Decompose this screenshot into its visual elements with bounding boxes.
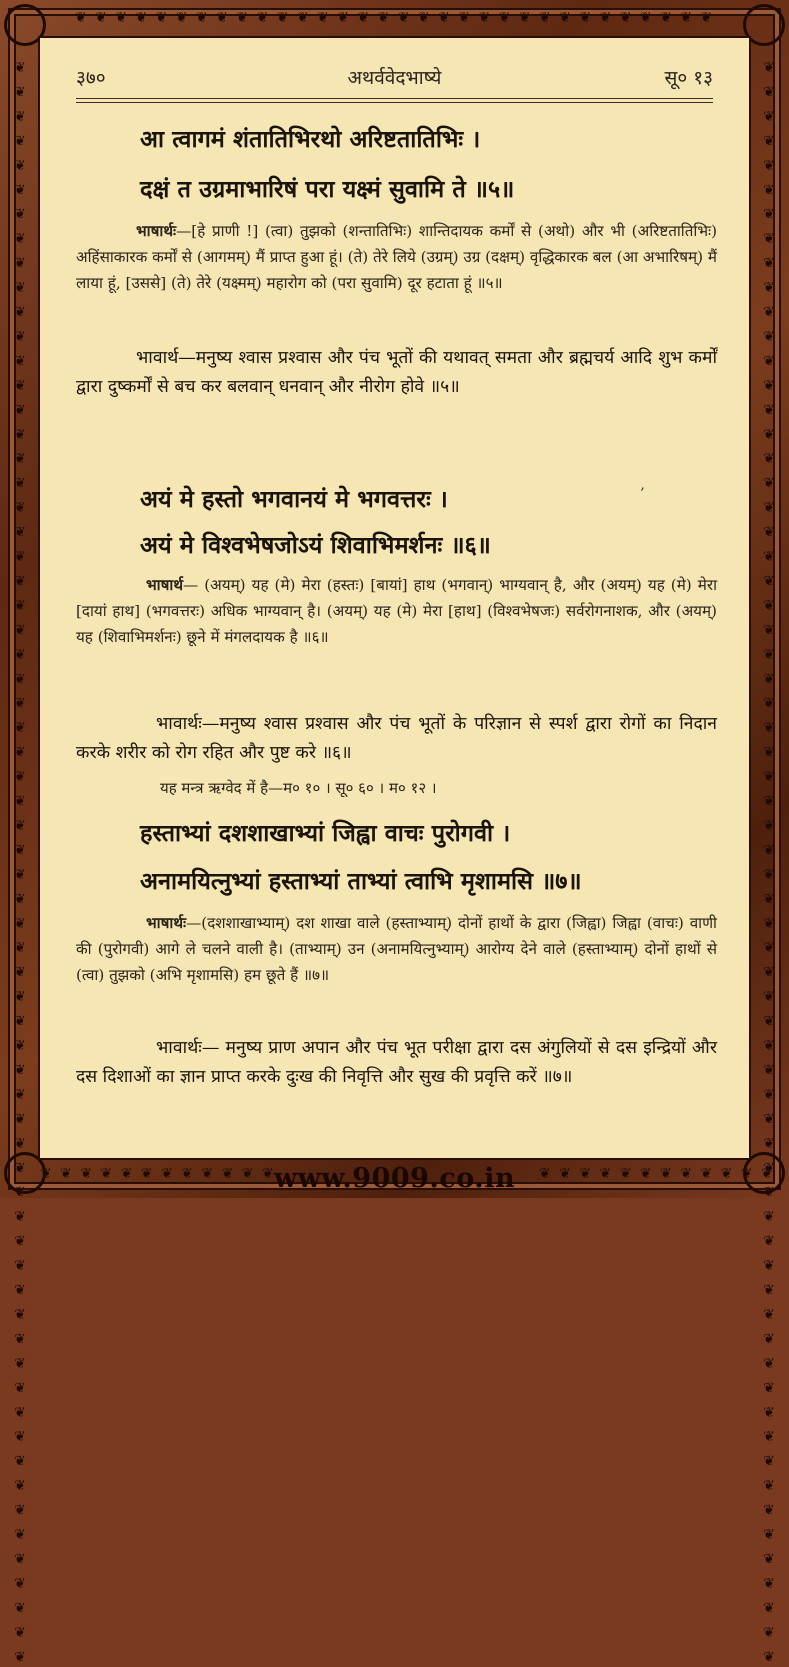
page-header <box>76 64 713 94</box>
bhashartha-label: भाषार्थः <box>146 914 187 932</box>
rigveda-reference: यह मन्त्र ऋग्वेद में है—म० १० । सू० ६० । म० १२ । <box>160 779 437 797</box>
bhavartha-text: —मनुष्य श्वास प्रश्वास और पंच भूतों की यथावत् समता और ब्रह्मचर्य आदि शुभ कर्मों द्वारा दुष्कर्मों से बच कर बलवान् धनवान् और नीरोग होवे ॥५॥ <box>76 348 717 397</box>
bhashartha-6 <box>76 572 717 650</box>
mantra-6-line-1: अयं मे हस्तो भगवानयं मे भगवत्तरः । <box>140 485 448 513</box>
scroll-ornament-icon: ❦ ❦ ❦ ❦ ❦ ❦ ❦ ❦ ❦ ❦ ❦ ❦ ❦ ❦ ❦ ❦ ❦ ❦ ❦ ❦ ❦ ❦ ❦ ❦ ❦ ❦ ❦ ❦ ❦ ❦ ❦ ❦ ❦ ❦ ❦ ❦ ❦ ❦ ❦ ❦ ❦ ❦ ❦ ❦ ❦ ❦ ❦ ❦ ❦ ❦ ❦ ❦ ❦ ❦ ❦ ❦ ❦ ❦ ❦ ❦ ❦ ❦ ❦ ❦ ❦ ❦ <box>12 60 28 1667</box>
mantra-6-line-2: अयं मे विश्वभेषजोऽयं शिवाभिमर्शनः ॥६॥ <box>140 531 491 559</box>
bhashartha-7 <box>76 910 717 988</box>
header-rule <box>76 98 713 99</box>
mantra-7-line-1: हस्ताभ्यां दशशाखाभ्यां जिह्वा वाचः पुरोगवी । <box>140 819 511 847</box>
scroll-ornament-icon: ❦ ❦ ❦ ❦ ❦ ❦ ❦ ❦ ❦ ❦ ❦ ❦ <box>40 1166 276 1182</box>
scroll-ornament-icon: ❦ ❦ ❦ ❦ ❦ ❦ ❦ ❦ ❦ ❦ ❦ ❦ ❦ ❦ ❦ ❦ ❦ ❦ ❦ ❦ ❦ ❦ ❦ ❦ ❦ ❦ ❦ ❦ ❦ ❦ ❦ ❦ ❦ ❦ ❦ ❦ ❦ ❦ ❦ ❦ ❦ ❦ ❦ ❦ ❦ ❦ ❦ ❦ ❦ ❦ ❦ ❦ ❦ ❦ ❦ ❦ ❦ ❦ ❦ ❦ ❦ ❦ ❦ ❦ ❦ ❦ <box>761 60 777 1667</box>
bhashartha-5 <box>76 218 717 296</box>
bhavartha-5 <box>76 344 717 402</box>
bhashartha-label: भाषार्थः <box>136 222 177 240</box>
bhavartha-text: — मनुष्य प्राण अपान और पंच भूत परीक्षा द्वारा दस अंगुलियों से दस इन्द्रियों और दस दिशाओं का ज्ञान प्राप्त करके दुःख की निवृत्ति और सुख की प्रवृत्ति करें ॥७॥ <box>76 1038 717 1087</box>
header-rule <box>76 102 713 103</box>
sukta-number: सू० १३ <box>664 67 713 89</box>
bhashartha-text: —(दशशाखाभ्याम्) दश शाखा वाले (हस्ताभ्याम्) दोनों हाथों के द्वारा (जिह्वा) जिह्वा (वाचः) वाणी की (पुरोगवी) आगे ले चलने वाली है। (ताभ्याम्) उन (अनामयित्नुभ्याम्) आरोग्य देने वाले (हस्ताभ्याम्) दोनों हाथों से (त्वा) तुझको (अभि मृशामसि) हम छूते हैं ॥७॥ <box>76 914 717 984</box>
bhashartha-text: — (अयम्) यह (मे) मेरा (हस्तः) [बायां] हाथ (भगवान्) भाग्यवान् है, और (अयम्) यह (मे) मेरा [दायां हाथ] (भगवत्तरः) अधिक भाग्यवान् है। (अयम्) यह (मे) मेरा [हाथ] (विश्वभेषजः) सर्वरोगनाशक, और (अयम्) यह (शिवाभिमर्शनः) छूने में मंगलदायक है ॥६॥ <box>76 576 717 646</box>
scroll-ornament-icon: ❦ ❦ ❦ ❦ ❦ ❦ ❦ ❦ ❦ ❦ ❦ ❦ ❦ ❦ ❦ ❦ ❦ ❦ ❦ ❦ ❦ ❦ ❦ ❦ ❦ ❦ ❦ ❦ ❦ ❦ ❦ ❦ <box>74 10 715 26</box>
bhavartha-7 <box>76 1034 717 1092</box>
bhavartha-label: भावार्थः <box>156 714 202 734</box>
book-page <box>38 36 751 1160</box>
bhashartha-text: —[हे प्राणी !] (त्वा) तुझको (शन्तातिभिः) शान्तिदायक कर्मों से (अथो) और भी (अरिष्टतातिभिः) अहिंसाकारक कर्मों से (आगमम्) मैं प्राप्त हुआ हूं। (ते) तेरे लिये (उग्रम्) उग्र (दक्षम्) वृद्धिकारक बल (आ अभारिषम्) मैं लाया हूं, [उससे] (ते) तेरे (यक्ष्मम्) महारोग को (परा सुवामि) दूर हटाता हूं ॥५॥ <box>76 222 717 292</box>
stray-mark: ’ <box>640 486 645 502</box>
bhashartha-label: भाषार्थ <box>146 576 184 594</box>
book-title: अथर्ववेदभाष्ये <box>347 67 442 89</box>
bhavartha-text: —मनुष्य श्वास प्रश्वास और पंच भूतों के परिज्ञान से स्पर्श द्वारा रोगों का निदान करके शरीर को रोग रहित और पुष्ट करे ॥६॥ <box>76 714 717 763</box>
bhavartha-6 <box>76 710 717 768</box>
bhavartha-label: भावार्थ <box>136 348 179 368</box>
mantra-7-line-2: अनामयित्नुभ्यां हस्ताभ्यां ताभ्यां त्वाभि मृशामसि ॥७॥ <box>140 867 582 895</box>
scroll-ornament-icon: ❦ ❦ ❦ ❦ ❦ ❦ ❦ ❦ ❦ ❦ ❦ ❦ <box>539 1166 775 1182</box>
mantra-5-line-2: दक्षं त उग्रमाभारिषं परा यक्ष्मं सुवामि ते ॥५॥ <box>140 175 515 203</box>
website-watermark: www.9009.co.in <box>273 1163 516 1194</box>
mantra-5-line-1: आ त्वागमं शंतातिभिरथो अरिष्टतातिभिः । <box>140 125 481 153</box>
bhavartha-label: भावार्थः <box>156 1038 202 1058</box>
page-number: ३७० <box>76 67 106 89</box>
